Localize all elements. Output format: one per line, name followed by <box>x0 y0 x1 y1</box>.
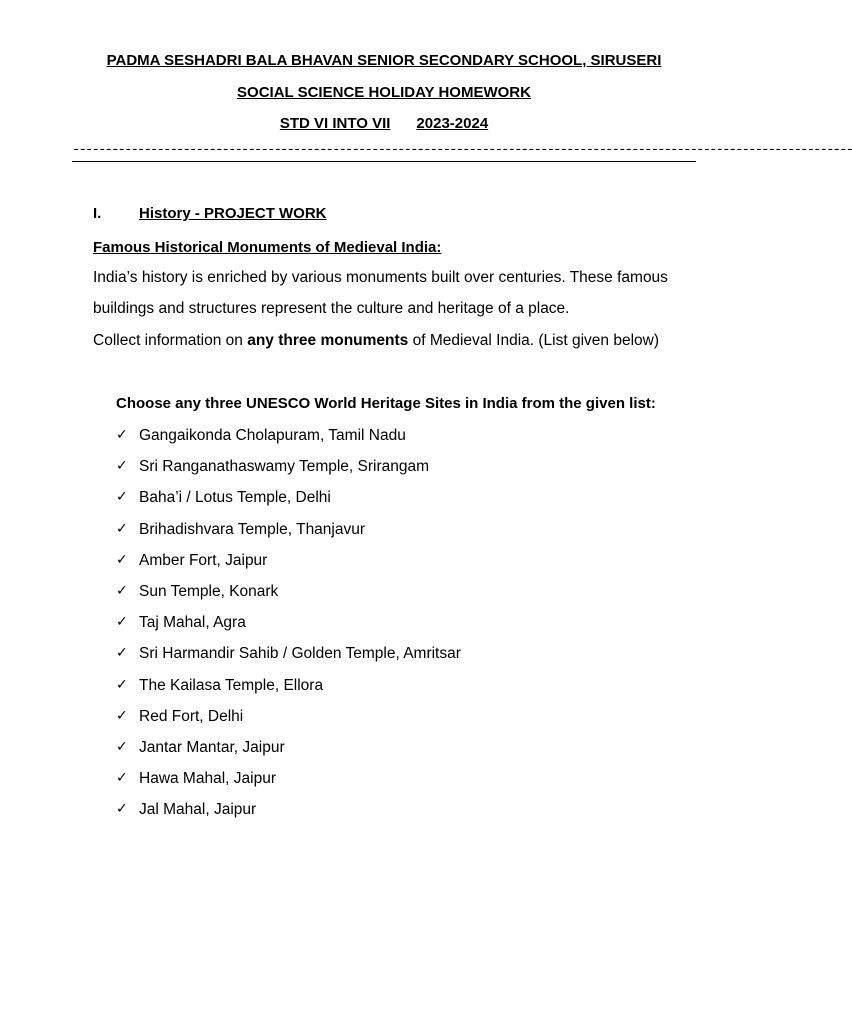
class-label: STD VI INTO VII <box>279 115 391 132</box>
intro-paragraph-line-2: buildings and structures represent the culture and heritage of a place. <box>93 300 570 317</box>
homework-title: SOCIAL SCIENCE HOLIDAY HOMEWORK <box>237 84 531 101</box>
monument-list-item <box>116 457 461 488</box>
academic-year: 2023-2024 <box>416 115 489 132</box>
check-mark-icon: ✓ <box>116 676 128 693</box>
monument-list-item <box>116 426 461 457</box>
check-mark-icon: ✓ <box>116 489 128 506</box>
monument-list-item <box>116 613 461 644</box>
instruction-emphasis: any three monuments <box>247 332 409 349</box>
monument-name: The Kailasa Temple, Ellora <box>139 676 324 694</box>
monument-list-item <box>116 738 461 769</box>
monument-name: Baha’i / Lotus Temple, Delhi <box>139 489 331 507</box>
check-mark-icon: ✓ <box>116 458 128 475</box>
monument-list-item <box>116 488 461 519</box>
monument-name: Gangaikonda Cholapuram, Tamil Nadu <box>139 427 406 444</box>
monument-list-item <box>116 551 461 582</box>
section-number: I. <box>93 205 102 222</box>
monument-name: Amber Fort, Jaipur <box>139 551 268 569</box>
dashed-separator: ------------------------------------------------------------------------------------------------------------------------ <box>72 142 852 158</box>
intro-paragraph-line-1: India’s history is enriched by various monuments built over centuries. These famous <box>93 269 668 286</box>
check-mark-icon: ✓ <box>116 738 128 755</box>
instruction-text-start: Collect information on <box>93 332 248 349</box>
section-heading <box>93 205 327 222</box>
monument-name: Brihadishvara Temple, Thanjavur <box>139 520 366 538</box>
check-mark-icon: ✓ <box>116 614 128 631</box>
check-mark-icon: ✓ <box>116 707 128 724</box>
monument-list-item <box>116 707 461 738</box>
check-mark-icon: ✓ <box>116 520 128 537</box>
check-mark-icon: ✓ <box>116 551 128 568</box>
monument-list-item <box>116 644 461 675</box>
check-mark-icon: ✓ <box>116 770 128 787</box>
horizontal-rule <box>72 161 696 162</box>
monument-name: Taj Mahal, Agra <box>139 614 246 632</box>
monument-list-item <box>116 520 461 551</box>
check-mark-icon: ✓ <box>116 427 128 443</box>
monument-name: Red Fort, Delhi <box>139 707 244 725</box>
check-mark-icon: ✓ <box>116 801 128 818</box>
monument-name: Sri Ranganathaswamy Temple, Srirangam <box>139 458 430 476</box>
school-name: PADMA SESHADRI BALA BHAVAN SENIOR SECONDARY SCHOOL, SIRUSERI <box>106 52 662 69</box>
monument-list-item <box>116 800 461 831</box>
class-and-year <box>0 115 768 132</box>
section-title: History - PROJECT WORK <box>139 205 327 222</box>
topic-heading: Famous Historical Monuments of Medieval India: <box>93 239 442 256</box>
monument-list-item <box>116 769 461 800</box>
monument-name: Sun Temple, Konark <box>139 582 279 600</box>
monument-name: Jal Mahal, Jaipur <box>139 801 257 819</box>
check-mark-icon: ✓ <box>116 582 128 599</box>
monument-list-item <box>116 676 461 707</box>
monument-name: Sri Harmandir Sahib / Golden Temple, Amritsar <box>139 645 461 663</box>
monument-list <box>116 426 461 831</box>
monument-name: Jantar Mantar, Jaipur <box>139 738 285 756</box>
instruction-line <box>93 332 659 350</box>
list-instruction: Choose any three UNESCO World Heritage Sites in India from the given list: <box>116 395 656 412</box>
monument-name: Hawa Mahal, Jaipur <box>139 770 276 788</box>
monument-list-item <box>116 582 461 613</box>
check-mark-icon: ✓ <box>116 645 128 662</box>
instruction-text-end: of Medieval India. (List given below) <box>408 332 659 349</box>
